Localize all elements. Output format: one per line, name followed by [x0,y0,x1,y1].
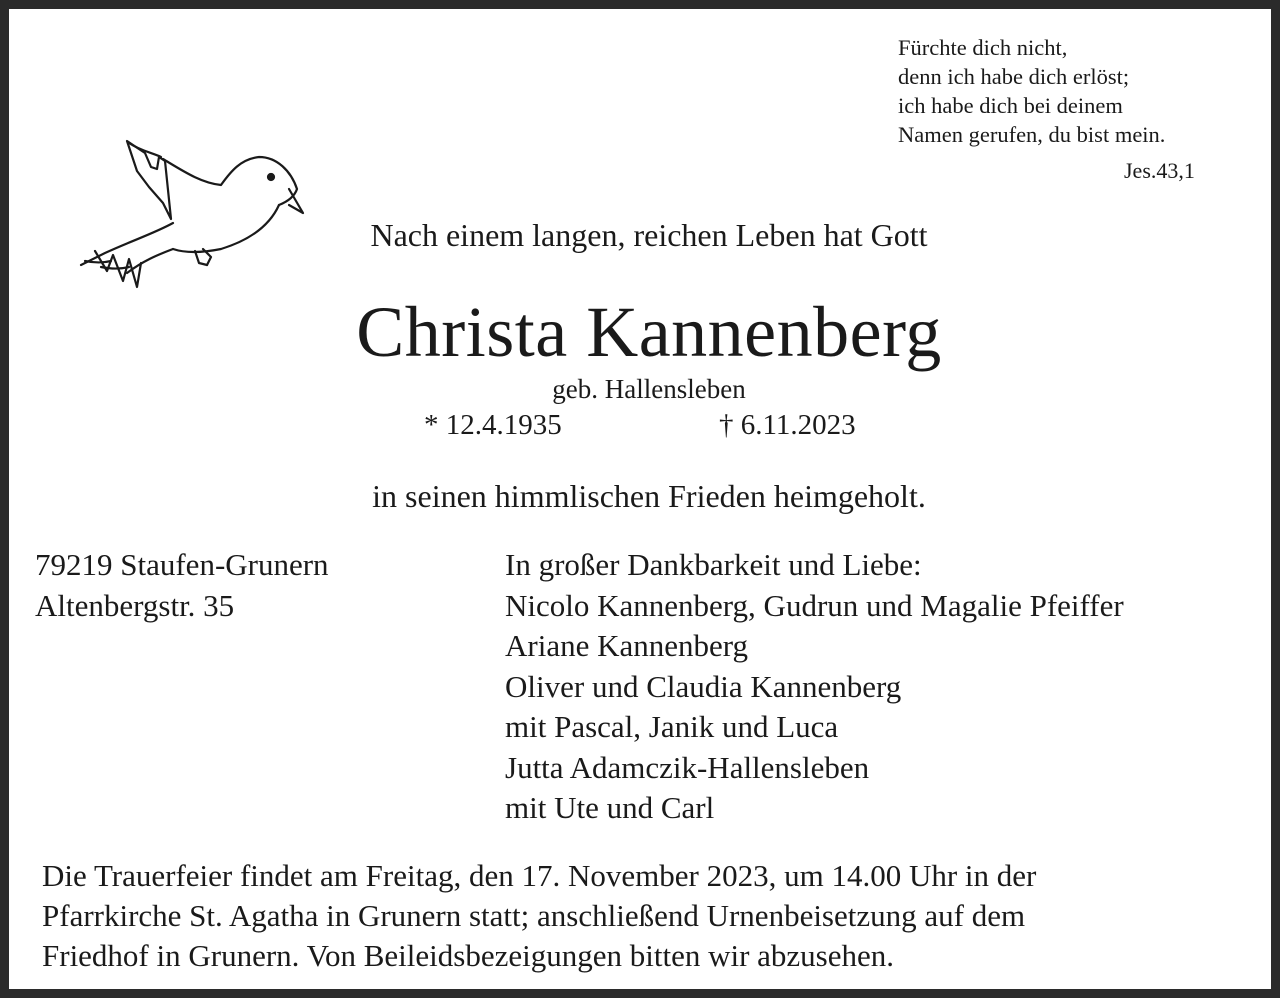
death-date: † 6.11.2023 [719,409,856,441]
address-line: Altenbergstr. 35 [35,587,235,623]
verse-line: ich habe dich bei deinem [898,93,1123,118]
dove-icon [71,131,311,301]
intro-line-bottom: in seinen himmlischen Frieden heimgeholt. [372,478,926,514]
mourner-entry: mit Pascal, Janik und Luca [505,709,839,744]
intro-line-top: Nach einem langen, reichen Leben hat Gott [370,217,928,253]
verse-line: denn ich habe dich erlöst; [898,64,1130,89]
mourners-list [505,545,1124,829]
family-address [35,545,329,626]
service-line: Die Trauerfeier findet am Freitag, den 17. November 2023, um 14.00 Uhr in der [42,858,1037,893]
verse-line: Namen gerufen, du bist mein. [898,122,1166,147]
address-line: 79219 Staufen-Grunern [35,547,329,582]
funeral-service-info [42,856,1036,976]
mourner-entry: Oliver und Claudia Kannenberg [505,668,902,704]
mourner-entry: mit Ute und Carl [505,790,715,825]
bible-verse [898,33,1165,149]
verse-reference: Jes.43,1 [1124,158,1195,183]
mourners-heading: In großer Dankbarkeit und Liebe: [505,547,922,582]
mourner-entry: Jutta Adamczik-Hallensleben [505,749,870,785]
birth-date: * 12.4.1935 [424,409,562,441]
deceased-name: Christa Kannenberg [356,292,942,372]
birth-name: geb. Hallensleben [552,374,746,404]
mourner-entry: Ariane Kannenberg [505,628,749,663]
service-line: Friedhof in Grunern. Von Beileidsbezeigungen bitten wir abzusehen. [42,938,895,973]
service-line: Pfarrkirche St. Agatha in Grunern statt; anschließend Urnenbeisetzung auf dem [42,898,1026,933]
verse-line: Fürchte dich nicht, [898,35,1068,60]
mourner-entry: Nicolo Kannenberg, Gudrun und Magalie Pfeiffer [505,587,1124,623]
